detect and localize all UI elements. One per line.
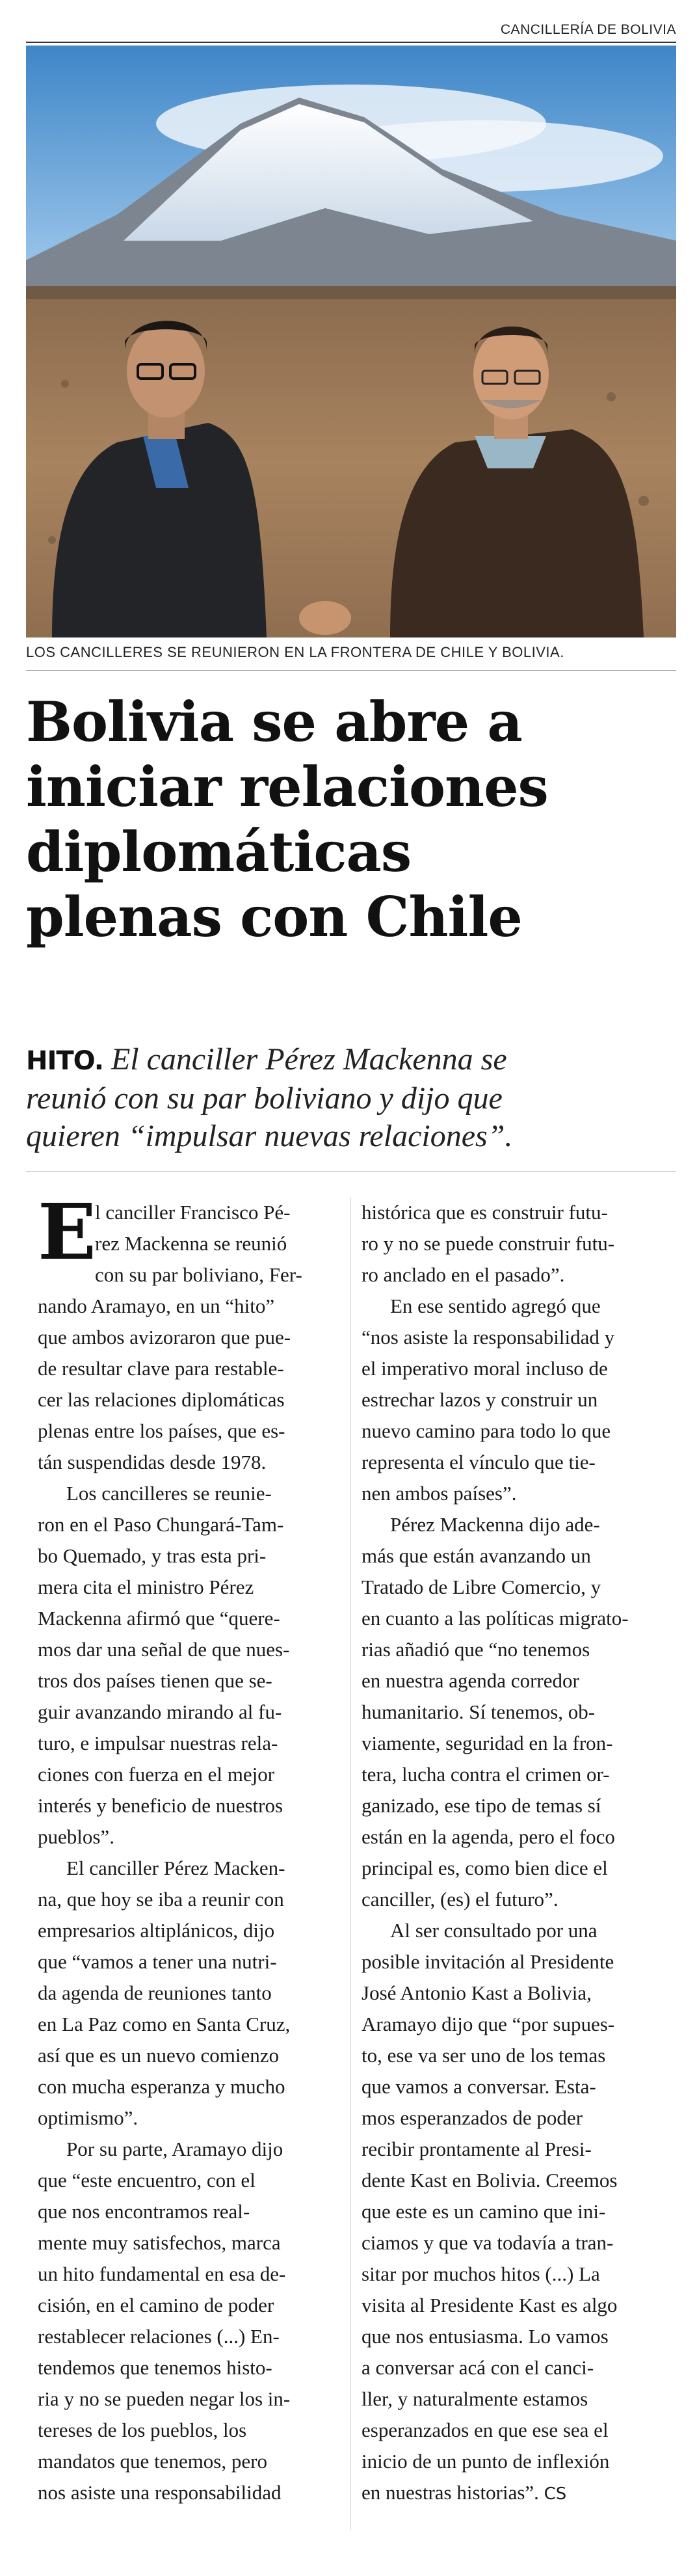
headline xyxy=(26,690,676,950)
body-line: que “este encuentro, con el xyxy=(38,2169,256,2192)
body-line: mos dar una señal de que nues- xyxy=(38,1638,290,1661)
body-line: representa el vínculo que tie- xyxy=(362,1451,596,1473)
body-line: tera, lucha contra el crimen or- xyxy=(362,1763,610,1786)
drop-cap: E xyxy=(38,1187,96,1277)
body-line: estrechar lazos y construir un xyxy=(362,1388,598,1411)
body-line: canciller, (es) el futuro”. xyxy=(362,1888,559,1911)
body-line: interés y beneficio de nuestros xyxy=(38,1794,283,1817)
body-line: ganizado, ese tipo de temas sí xyxy=(362,1794,601,1817)
body-line: En ese sentido agregó que xyxy=(390,1295,601,1317)
body-line: más que están avanzando un xyxy=(362,1544,591,1567)
top-rule xyxy=(26,42,676,43)
deck-line: quieren “impulsar nuevas relaciones”. xyxy=(26,1119,513,1153)
body-line: na, que hoy se iba a reunir con xyxy=(38,1888,284,1911)
body-line: mandatos que tenemos, pero xyxy=(38,2450,267,2473)
end-mark: CS xyxy=(544,2484,567,2504)
body-line: recibir prontamente al Presi- xyxy=(362,2138,592,2160)
article-photo xyxy=(26,46,676,637)
body-line: bo Quemado, y tras esta pri- xyxy=(38,1544,267,1567)
body-line: nuevo camino para todo lo que xyxy=(362,1419,611,1442)
body-line: l canciller Francisco Pé- xyxy=(95,1201,291,1224)
headline-line: iniciar relaciones xyxy=(26,755,548,819)
body-line: Pérez Mackenna dijo ade- xyxy=(390,1513,600,1536)
body-line: El canciller Pérez Macken- xyxy=(66,1857,285,1879)
body-column-left xyxy=(38,1187,343,2508)
body-line: tendemos que tenemos histo- xyxy=(38,2356,272,2379)
deck xyxy=(26,1041,676,1155)
body-line: dente Kast en Bolivia. Creemos xyxy=(362,2169,618,2192)
body-line: Tratado de Libre Comercio, y xyxy=(362,1576,601,1598)
body-line: ro anclado en el pasado”. xyxy=(362,1263,565,1286)
body-line: que ambos avizoraron que pue- xyxy=(38,1326,291,1348)
body-line: José Antonio Kast a Bolivia, xyxy=(362,1981,592,2004)
body-line: a conversar acá con el canci- xyxy=(362,2356,594,2379)
body-line: en La Paz como en Santa Cruz, xyxy=(38,2013,291,2035)
body-line: guir avanzando mirando al fu- xyxy=(38,1700,282,1723)
section-label: CANCILLERÍA DE BOLIVIA xyxy=(500,22,676,37)
body-line: tros dos países tienen que se- xyxy=(38,1669,272,1692)
body-line: Aramayo dijo que “por supues- xyxy=(362,2013,615,2035)
body-line: están en la agenda, pero el foco xyxy=(362,1825,615,1848)
body-line: “nos asiste la responsabilidad y xyxy=(362,1326,615,1348)
deck-rule xyxy=(26,1171,676,1172)
body-line: esperanzados en que ese sea el xyxy=(362,2419,609,2441)
body-line: plenas entre los países, que es- xyxy=(38,1419,285,1442)
body-line: humanitario. Sí tenemos, ob- xyxy=(362,1700,596,1723)
body-line: mera cita el ministro Pérez xyxy=(38,1576,254,1598)
body-line: Los cancilleres se reunie- xyxy=(66,1482,272,1505)
body-line: rias añadió que “no tenemos xyxy=(362,1638,590,1661)
body-line: que nos entusiasma. Lo vamos xyxy=(362,2325,609,2348)
body-line: en nuestra agenda corredor xyxy=(362,1669,579,1692)
body-line: empresarios altiplánicos, dijo xyxy=(38,1919,275,1942)
body-line: así que es un nuevo comienzo xyxy=(38,2044,280,2067)
body-column-right xyxy=(362,1197,667,2508)
body-line: optimismo”. xyxy=(38,2106,138,2129)
body-line: en nuestras historias”. CS xyxy=(362,2481,567,2504)
body-line: to, ese va ser uno de los temas xyxy=(362,2044,606,2067)
headline-line: diplomáticas xyxy=(26,820,412,884)
deck-line: reunió con su par boliviano y dijo que xyxy=(26,1081,503,1116)
deck-kicker: HITO. xyxy=(26,1046,103,1076)
body-line: viamente, seguridad en la fron- xyxy=(362,1732,613,1754)
body-line: posible invitación al Presidente xyxy=(362,1950,614,1973)
body-line: el imperativo moral incluso de xyxy=(362,1357,608,1380)
body-line: que vamos a conversar. Esta- xyxy=(362,2075,596,2098)
body-line: en cuanto a las políticas migrato- xyxy=(362,1607,629,1630)
body-line: Al ser consultado por una xyxy=(390,1919,598,1942)
body-line: de resultar clave para restable- xyxy=(38,1357,284,1380)
body-line: ciones con fuerza en el mejor xyxy=(38,1763,275,1786)
body-line: ller, y naturalmente estamos xyxy=(362,2387,588,2410)
body-line: histórica que es construir futu- xyxy=(362,1201,608,1224)
body-line: que este es un camino que ini- xyxy=(362,2200,606,2223)
body-line: pueblos”. xyxy=(38,1825,114,1848)
deck-text: El canciller Pérez Mackenna se xyxy=(103,1042,507,1077)
body-line: ro y no se puede construir futu- xyxy=(362,1232,615,1255)
body-line: nando Aramayo, en un “hito” xyxy=(38,1295,275,1317)
deck-line xyxy=(26,1041,676,1080)
body-line: mente muy satisfechos, marca xyxy=(38,2231,281,2254)
body-line: que “vamos a tener una nutri- xyxy=(38,1950,277,1973)
body-line: Por su parte, Aramayo dijo xyxy=(66,2138,283,2160)
body-line: turo, e impulsar nuestras rela- xyxy=(38,1732,278,1754)
body-line: Mackenna afirmó que “quere- xyxy=(38,1607,280,1630)
body-line: rez Mackenna se reunió xyxy=(95,1232,287,1255)
body-line: mos esperanzados de poder xyxy=(362,2106,583,2129)
caption-rule xyxy=(26,670,676,671)
body-line: cer las relaciones diplomáticas xyxy=(38,1388,285,1411)
body-line: da agenda de reuniones tanto xyxy=(38,1981,272,2004)
body-line: sitar por muchos hitos (...) La xyxy=(362,2262,600,2285)
headline-line: Bolivia se abre a xyxy=(26,690,522,754)
body-line: cisión, en el camino de poder xyxy=(38,2294,274,2316)
body-line: con su par boliviano, Fer- xyxy=(95,1263,302,1286)
body-line: inicio de un punto de inflexión xyxy=(362,2450,610,2473)
body-line: tán suspendidas desde 1978. xyxy=(38,1451,267,1473)
body-line: restablecer relaciones (...) En- xyxy=(38,2325,280,2348)
headline-line: plenas con Chile xyxy=(26,885,522,949)
body-line: visita al Presidente Kast es algo xyxy=(362,2294,618,2316)
photo-caption: LOS CANCILLERES SE REUNIERON EN LA FRONTERA DE CHILE Y BOLIVIA. xyxy=(26,644,564,660)
body-line: nen ambos países”. xyxy=(362,1482,517,1505)
body-line: ron en el Paso Chungará-Tam- xyxy=(38,1513,284,1536)
body-line: ciamos y que va todavía a tran- xyxy=(362,2231,614,2254)
body-line: con mucha esperanza y mucho xyxy=(38,2075,285,2098)
body-line: que nos encontramos real- xyxy=(38,2200,250,2223)
body-line: ria y no se pueden negar los in- xyxy=(38,2387,291,2410)
body-line: nos asiste una responsabilidad xyxy=(38,2481,282,2504)
body-line: principal es, como bien dice el xyxy=(362,1857,608,1879)
body-line: tereses de los pueblos, los xyxy=(38,2419,247,2441)
body-line: un hito fundamental en esa de- xyxy=(38,2262,286,2285)
